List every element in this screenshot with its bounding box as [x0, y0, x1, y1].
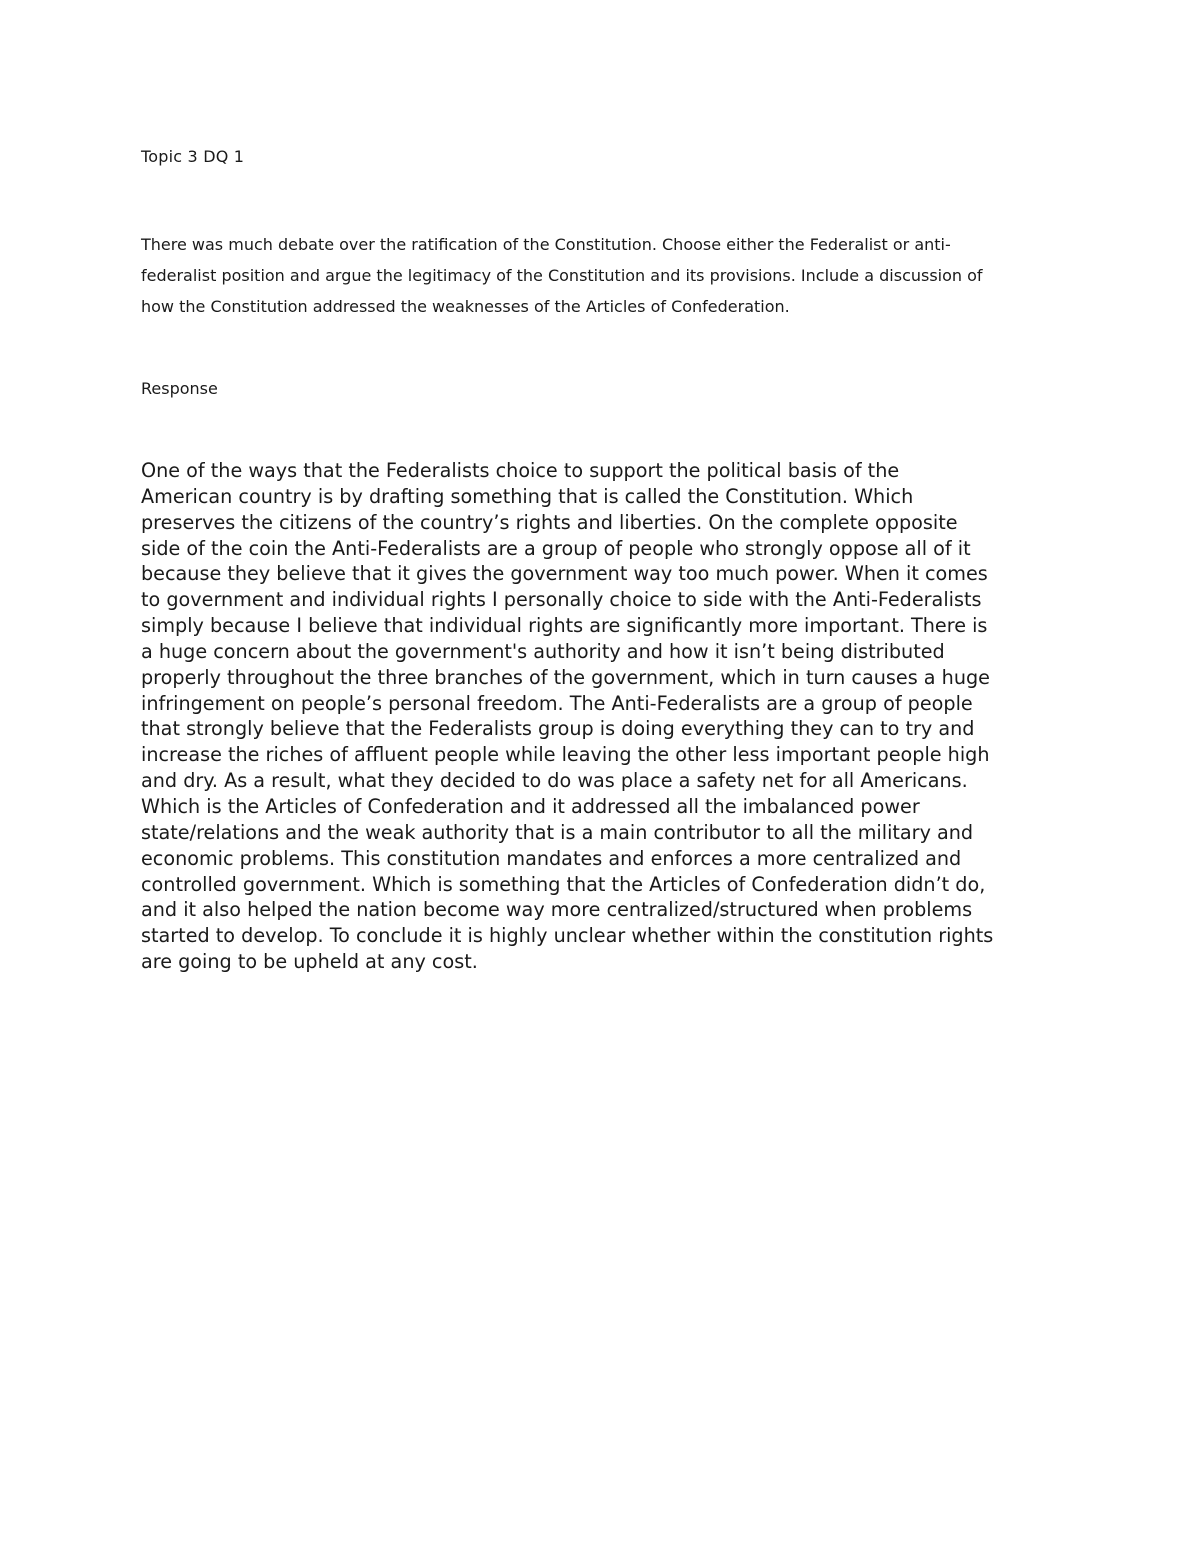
response-line: increase the riches of affluent people while leaving the other less important people high [141, 743, 990, 767]
response-heading: Response [141, 379, 218, 398]
response-line: and it also helped the nation become way more centralized/structured when problems [141, 898, 973, 922]
response-line: side of the coin the Anti-Federalists are a group of people who strongly oppose all of it [141, 536, 971, 560]
response-line: simply because I believe that individual rights are significantly more important. There is [141, 614, 988, 638]
prompt-line: There was much debate over the ratification of the Constitution. Choose either the Federalist or anti- [141, 235, 951, 254]
response-line: to government and individual rights I personally choice to side with the Anti-Federalists [141, 588, 982, 612]
response-line: that strongly believe that the Federalists group is doing everything they can to try and [141, 717, 975, 741]
response-line: One of the ways that the Federalists choice to support the political basis of the [141, 459, 900, 482]
response-line: and dry. As a result, what they decided to do was place a safety net for all Americans. [141, 769, 968, 793]
response-line: controlled government. Which is something that the Articles of Confederation didn’t do, [141, 872, 986, 896]
response-line: American country is by drafting something that is called the Constitution. Which [141, 484, 914, 508]
prompt-line: federalist position and argue the legitimacy of the Constitution and its provisions. Include a discussion of [141, 266, 983, 285]
response-body [141, 458, 1081, 975]
response-line: Which is the Articles of Confederation and it addressed all the imbalanced power [141, 794, 920, 818]
response-line: economic problems. This constitution mandates and enforces a more centralized and [141, 846, 962, 870]
response-line: because they believe that it gives the government way too much power. When it comes [141, 562, 988, 586]
response-line: are going to be upheld at any cost. [141, 950, 478, 974]
response-line: state/relations and the weak authority that is a main contributor to all the military and [141, 820, 974, 844]
response-line: preserves the citizens of the country’s rights and liberties. On the complete opposite [141, 510, 958, 534]
response-line: started to develop. To conclude it is highly unclear whether within the constitution rights [141, 924, 994, 948]
document-title: Topic 3 DQ 1 [141, 147, 245, 166]
response-line: a huge concern about the government's authority and how it isn’t being distributed [141, 639, 945, 663]
discussion-prompt [141, 229, 1076, 322]
response-line: properly throughout the three branches of the government, which in turn causes a huge [141, 665, 990, 689]
prompt-line: how the Constitution addressed the weaknesses of the Articles of Confederation. [141, 297, 790, 316]
response-line: infringement on people’s personal freedom. The Anti-Federalists are a group of people [141, 691, 973, 715]
